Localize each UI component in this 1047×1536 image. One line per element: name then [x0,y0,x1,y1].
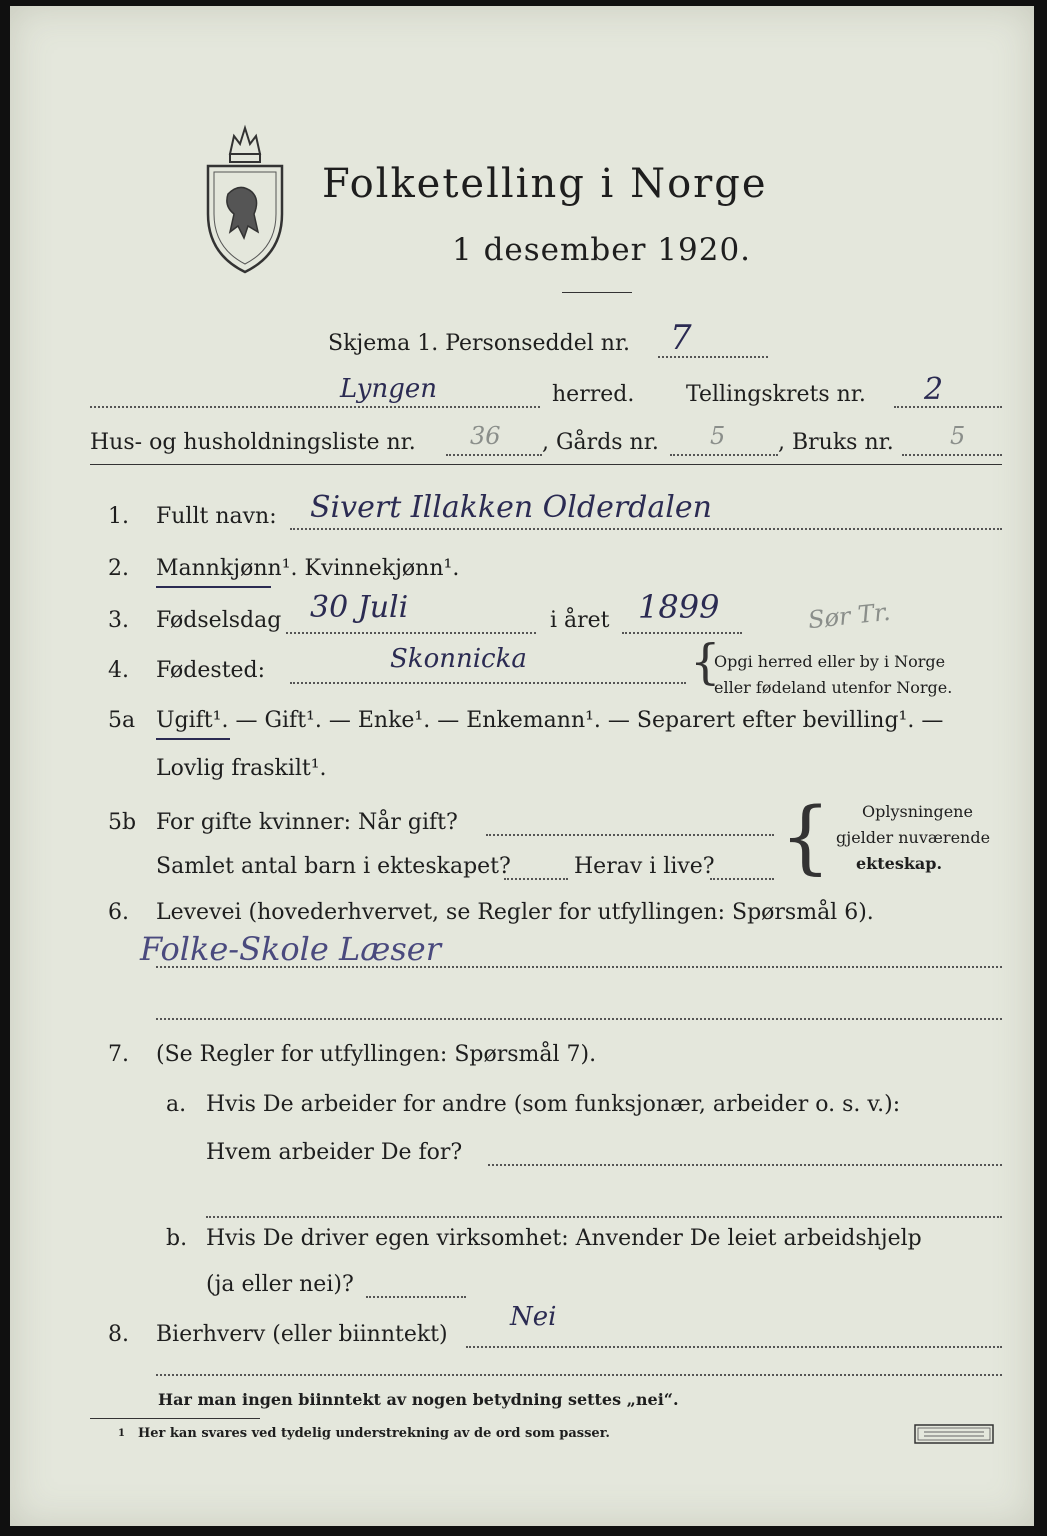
q4-label: Fødested: [156,658,266,683]
hired-help-line [366,1296,466,1298]
schema-label: Skjema 1. Personseddel nr. [328,331,631,356]
q5b-number: 5b [108,810,137,835]
herred-value[interactable]: Lyngen [340,374,438,404]
marital-status-options-cont: Lovlig fraskilt¹. [156,756,327,781]
mannkjonn-underline [156,586,271,588]
occupation-line-2 [156,1018,1002,1020]
birthplace-note-1: Opgi herred eller by i Norge [714,652,946,671]
q2-gender-options: Mannkjønn¹. Kvinnekjønn¹. [156,556,460,581]
marriage-note-3: ekteskap. [856,854,943,873]
q1-number: 1. [108,504,129,529]
married-when-line [486,834,774,836]
title-rule [562,292,632,293]
q7b-answer-label: (ja eller nei)? [206,1272,354,1297]
no-income-note: Har man ingen biinntekt av nogen betydning settes „nei“. [158,1390,679,1409]
occupation-line-1 [156,966,1002,968]
birthplace-note-2: eller fødeland utenfor Norge. [714,678,953,697]
occupation-label: Levevei (hovederhvervet, se Regler for utfyllingen: Spørsmål 6). [156,900,874,925]
footnote-rule [90,1418,260,1419]
q7a-number: a. [166,1092,187,1117]
krets-label: Tellingskrets nr. [686,382,866,407]
occupation-value[interactable]: Folke-Skole Læser [140,930,441,968]
q5a-number: 5a [108,708,136,733]
children-alive-line [710,878,774,880]
q1-label: Fullt navn: [156,504,277,529]
children-count-label: Samlet antal barn i ekteskapet? [156,854,511,879]
form-title: Folketelling i Norge [322,161,768,207]
q7b-number: b. [166,1226,188,1251]
q3-number: 3. [108,608,129,633]
krets-line [894,406,1002,408]
birthplace-note-brace: { [690,634,721,690]
birth-year-value[interactable]: 1899 [638,588,720,626]
employer-line-1 [488,1164,1002,1166]
q7-number: 7. [108,1042,129,1067]
marriage-note-2: gjelder nuværende [836,828,991,847]
marriage-note-brace: { [780,790,831,883]
hus-label: Hus- og husholdningsliste nr. [90,430,416,455]
q3-label: Fødselsdag [156,608,282,633]
side-income-label: Bierhverv (eller biinntekt) [156,1322,448,1347]
employer-line-2 [206,1216,1002,1218]
q7-label: (Se Regler for utfyllingen: Spørsmål 7). [156,1042,597,1067]
hus-value[interactable]: 36 [470,422,501,450]
q2-number: 2. [108,556,129,581]
herred-label: herred. [552,382,635,407]
ugift-underline [156,738,230,740]
children-alive-label: Herav i live? [574,854,715,879]
q7a-employer-label: Hvem arbeider De for? [206,1140,463,1165]
printer-stamp-icon [914,1424,994,1444]
census-date: 1 desember 1920. [452,232,752,268]
marriage-note-1: Oplysningene [862,802,973,821]
q7a-question: Hvis De arbeider for andre (som funksjonær, arbeider o. s. v.): [206,1092,901,1117]
side-income-line [466,1346,1002,1348]
section-rule [90,464,1002,465]
gards-line [670,454,778,456]
married-when-label: For gifte kvinner: Når gift? [156,810,458,835]
q8-number: 8. [108,1322,129,1347]
herred-line [90,406,540,408]
krets-value[interactable]: 2 [924,372,944,407]
gards-value[interactable]: 5 [710,422,726,450]
q6-number: 6. [108,900,129,925]
footnote-text: Her kan svares ved tydelig understrekning av de ord som passer. [138,1426,610,1441]
q1-line [290,528,1002,530]
region-margin-note: Sør Tr. [806,597,892,635]
hus-line [446,454,542,456]
birthday-value[interactable]: 30 Juli [310,590,409,625]
bruks-line [902,454,1002,456]
side-income-line-2 [156,1374,1002,1376]
full-name-value[interactable]: Sivert Illakken Olderdalen [310,490,712,525]
side-income-value[interactable]: Nei [510,1302,557,1332]
marital-status-options: Ugift¹. — Gift¹. — Enke¹. — Enkemann¹. — Separert efter bevilling¹. — [156,708,944,733]
year-line [622,632,742,634]
gards-label: , Gårds nr. [542,430,659,455]
year-label: i året [550,608,610,633]
q7b-question: Hvis De driver egen virksomhet: Anvender De leiet arbeidshjelp [206,1226,922,1251]
q4-number: 4. [108,658,129,683]
coat-of-arms-icon [200,114,290,274]
bruks-label: , Bruks nr. [778,430,894,455]
birthplace-value[interactable]: Skonnicka [390,644,527,674]
footnote-mark: 1 [118,1428,125,1439]
birthday-line [286,632,536,634]
birthplace-line [290,682,686,684]
personseddel-nr[interactable]: 7 [670,318,692,358]
bruks-value[interactable]: 5 [950,422,966,450]
census-form [10,6,1034,1526]
children-count-line [504,878,568,880]
